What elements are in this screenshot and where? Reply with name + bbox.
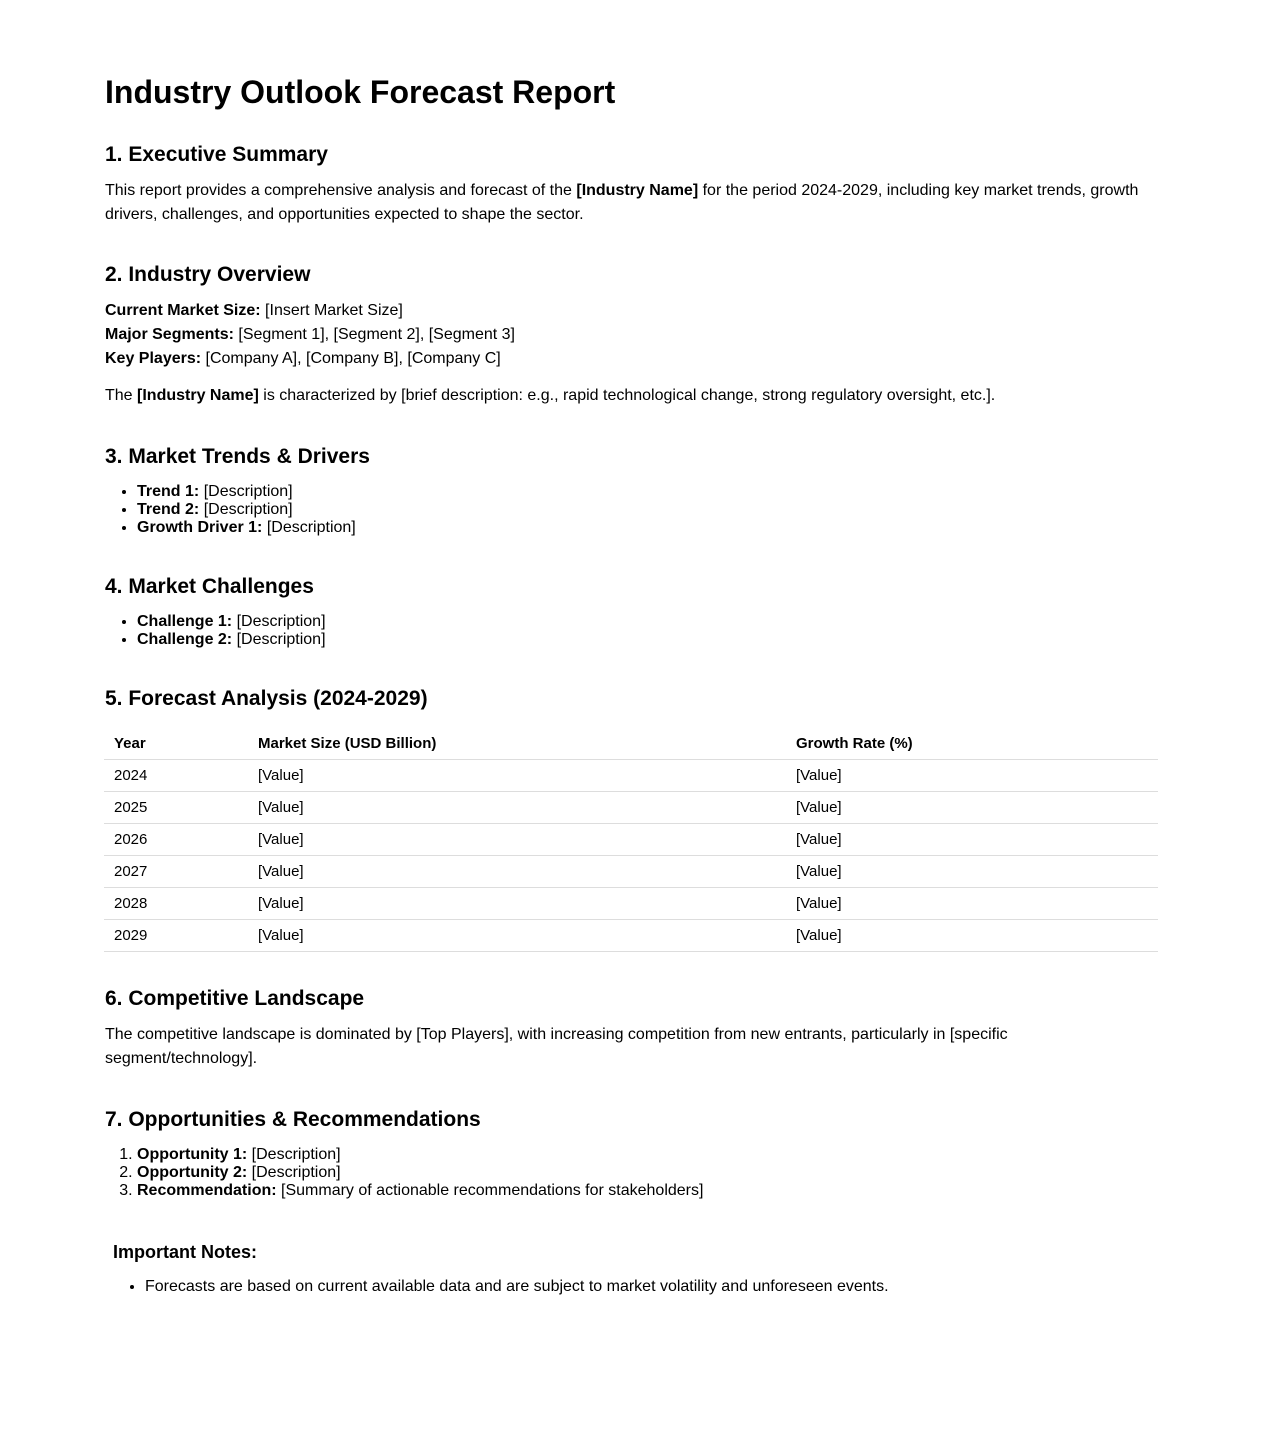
notes-list-viewport bbox=[113, 1278, 1158, 1300]
list-item bbox=[137, 483, 1158, 501]
table-row bbox=[104, 824, 1158, 856]
list-item bbox=[137, 1164, 1158, 1182]
item-label: Challenge 2: bbox=[137, 631, 233, 648]
item-value: [Description] bbox=[236, 613, 326, 630]
cell-growth-rate: [Value] bbox=[786, 920, 1158, 952]
section-heading: 2. Industry Overview bbox=[105, 263, 311, 286]
notes-heading: Important Notes: bbox=[113, 1242, 257, 1262]
table-header-row bbox=[104, 727, 1158, 760]
section-competitive-landscape bbox=[105, 985, 1158, 1071]
item-value: [Description] bbox=[266, 519, 356, 536]
field-label: Key Players: bbox=[105, 350, 202, 367]
cell-year: 2026 bbox=[104, 824, 248, 856]
column-header-growth-rate: Growth Rate (%) bbox=[786, 727, 1158, 760]
field-value: [Insert Market Size] bbox=[265, 302, 403, 319]
field-label: Current Market Size: bbox=[105, 302, 261, 319]
section-industry-overview bbox=[105, 261, 1158, 408]
item-value: [Description] bbox=[251, 1146, 341, 1163]
list-item bbox=[137, 1146, 1158, 1164]
table-row bbox=[104, 888, 1158, 920]
item-label: Trend 2: bbox=[137, 501, 200, 518]
section-heading: 5. Forecast Analysis (2024-2029) bbox=[105, 687, 428, 710]
industry-name-placeholder: [Industry Name] bbox=[137, 387, 259, 404]
item-value: [Description] bbox=[251, 1164, 341, 1181]
list-item bbox=[137, 1182, 1158, 1200]
table-row bbox=[104, 792, 1158, 824]
table-row bbox=[104, 856, 1158, 888]
cell-market-size: [Value] bbox=[248, 824, 786, 856]
segments-row bbox=[105, 323, 1158, 347]
cell-market-size: [Value] bbox=[248, 888, 786, 920]
item-label: Opportunity 2: bbox=[137, 1164, 248, 1181]
field-value: [Company A], [Company B], [Company C] bbox=[205, 350, 501, 367]
item-value: [Summary of actionable recommendations for stakeholders] bbox=[281, 1182, 704, 1199]
section-executive-summary bbox=[105, 141, 1158, 227]
table-row bbox=[104, 920, 1158, 952]
section-forecast-analysis bbox=[105, 685, 1158, 952]
cell-year: 2025 bbox=[104, 792, 248, 824]
section-heading: 6. Competitive Landscape bbox=[105, 987, 365, 1010]
industry-name-placeholder: [Industry Name] bbox=[576, 182, 699, 199]
section-market-trends bbox=[105, 443, 1158, 537]
competitive-landscape-text: The competitive landscape is dominated by [Top Players], with increasing competition from new entrants, particularly in [specific segment/technology]. bbox=[105, 1026, 1008, 1067]
item-label: Trend 1: bbox=[137, 483, 200, 500]
cell-market-size: [Value] bbox=[248, 856, 786, 888]
trends-list bbox=[105, 483, 1158, 537]
overview-description bbox=[105, 384, 1158, 408]
cell-growth-rate: [Value] bbox=[786, 856, 1158, 888]
field-label: Major Segments: bbox=[105, 326, 234, 343]
cell-market-size: [Value] bbox=[248, 760, 786, 792]
cell-market-size: [Value] bbox=[248, 792, 786, 824]
column-header-year: Year bbox=[104, 727, 248, 760]
cell-growth-rate: [Value] bbox=[786, 792, 1158, 824]
executive-summary-text bbox=[105, 179, 1155, 227]
challenges-list bbox=[105, 613, 1158, 649]
list-item bbox=[137, 501, 1158, 519]
item-value: [Description] bbox=[203, 483, 293, 500]
list-item: • Forecasts are based on current available data and are subject to market volatility and unforeseen events. bbox=[145, 1278, 1158, 1296]
cell-growth-rate: [Value] bbox=[786, 760, 1158, 792]
summary-text-part: for the period 2024-2029, including key market trends, growth drivers, challenges, and opportunities expected to shape the sector. bbox=[105, 182, 1139, 223]
market-size-row bbox=[105, 299, 1158, 323]
opportunities-list bbox=[105, 1146, 1158, 1200]
section-heading: 1. Executive Summary bbox=[105, 143, 328, 166]
table-row bbox=[104, 760, 1158, 792]
cell-year: 2029 bbox=[104, 920, 248, 952]
list-item bbox=[137, 631, 1158, 649]
desc-part: The bbox=[105, 387, 133, 404]
overview-facts bbox=[105, 299, 1158, 371]
cell-year: 2028 bbox=[104, 888, 248, 920]
cell-growth-rate: [Value] bbox=[786, 824, 1158, 856]
item-label: Recommendation: bbox=[137, 1182, 277, 1199]
section-heading: 3. Market Trends & Drivers bbox=[105, 445, 370, 468]
item-value: [Description] bbox=[203, 501, 293, 518]
desc-part: is characterized by [brief description: e.g., rapid technological change, strong regulatory oversight, etc.]. bbox=[263, 387, 996, 404]
list-item bbox=[137, 519, 1158, 537]
section-heading: 4. Market Challenges bbox=[105, 575, 314, 598]
cell-year: 2027 bbox=[104, 856, 248, 888]
section-heading: 7. Opportunities & Recommendations bbox=[105, 1108, 481, 1131]
item-label: Opportunity 1: bbox=[137, 1146, 248, 1163]
cell-growth-rate: [Value] bbox=[786, 888, 1158, 920]
section-opportunities bbox=[105, 1106, 1158, 1200]
section-market-challenges bbox=[105, 573, 1158, 649]
field-value: [Segment 1], [Segment 2], [Segment 3] bbox=[238, 326, 515, 343]
summary-text-part: This report provides a comprehensive analysis and forecast of the bbox=[105, 182, 572, 199]
list-item bbox=[137, 613, 1158, 631]
item-label: Challenge 1: bbox=[137, 613, 233, 630]
players-row bbox=[105, 347, 1158, 371]
cell-year: 2024 bbox=[104, 760, 248, 792]
notes-list bbox=[113, 1278, 1158, 1296]
column-header-market-size: Market Size (USD Billion) bbox=[248, 727, 786, 760]
page-title: Industry Outlook Forecast Report bbox=[105, 74, 616, 110]
item-label: Growth Driver 1: bbox=[137, 519, 263, 536]
forecast-table bbox=[104, 727, 1158, 952]
item-value: [Description] bbox=[236, 631, 326, 648]
cell-market-size: [Value] bbox=[248, 920, 786, 952]
